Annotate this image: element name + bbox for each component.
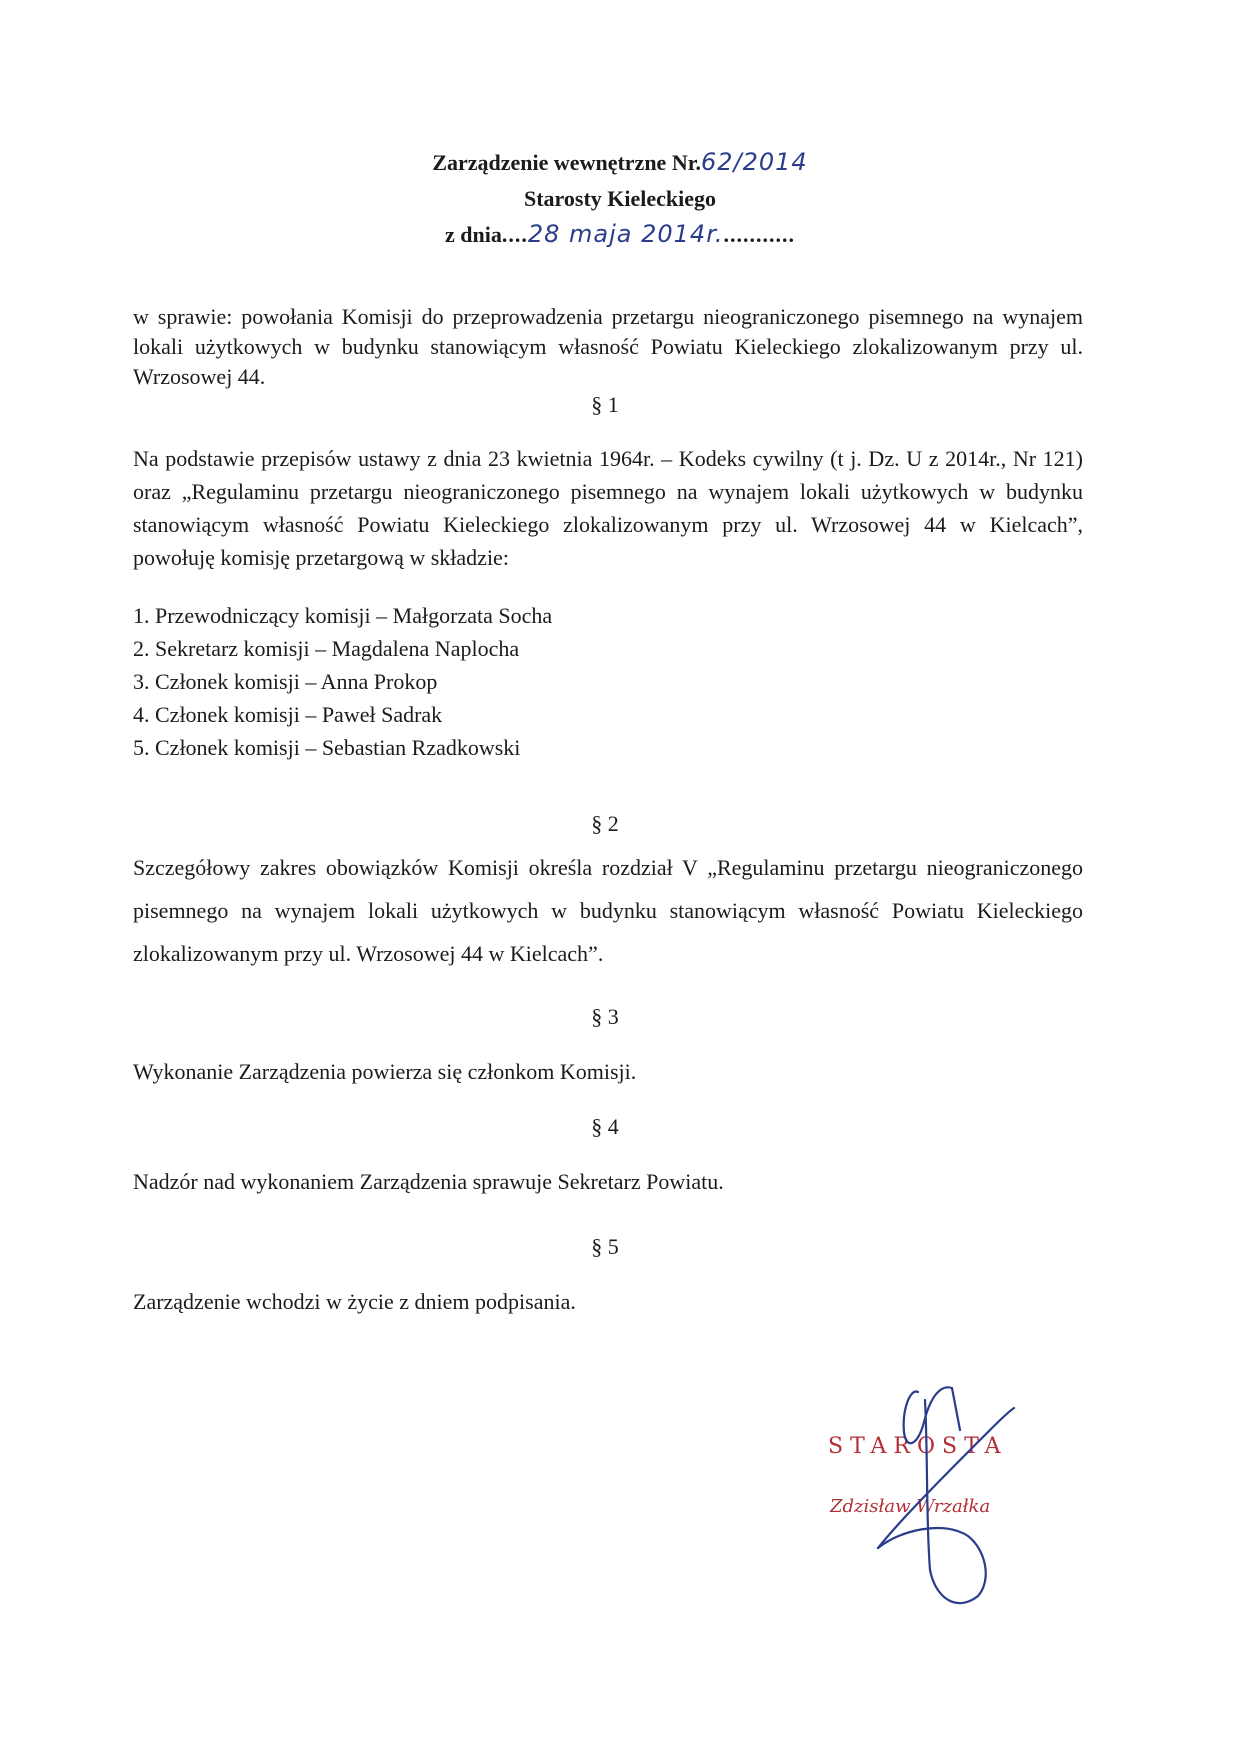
stamp-name: Zdzisław Wrzałka: [830, 1496, 991, 1517]
member-text: Członek komisji – Anna Prokop: [155, 669, 438, 694]
section-2-text: Szczegółowy zakres obowiązków Komisji określa rozdział V „Regulaminu przetargu nieograniczonego pisemnego na wynajem lokali użytkowych w budynku stanowiącym własność Powiatu Kieleckiego zlokalizowanym przy ul. Wrzosowej 44 w Kielcach”.: [133, 855, 1083, 966]
section-3-text: Wykonanie Zarządzenia powierza się członkom Komisji.: [133, 1059, 637, 1084]
date-dots-left: ....: [501, 222, 528, 247]
section-5-text: Zarządzenie wchodzi w życie z dniem podpisania.: [133, 1289, 576, 1314]
section-2-mark: § 2: [591, 811, 619, 836]
member-text: Sekretarz komisji – Magdalena Naplocha: [155, 636, 520, 661]
section-3-mark: § 3: [591, 1004, 619, 1029]
member-text: Członek komisji – Sebastian Rzadkowski: [155, 735, 521, 760]
member-number: 1.: [133, 603, 150, 628]
stamp-title: STAROSTA: [828, 1434, 1008, 1459]
section-1-text: Na podstawie przepisów ustawy z dnia 23 kwietnia 1964r. – Kodeks cywilny (t j. Dz. U z 2014r., Nr 121) oraz „Regulaminu przetargu nieograniczonego pisemnego na wynajem lokali użytkowych w budynku stanowiącym własność Powiatu Kieleckiego zlokalizowanym przy ul. Wrzosowej 44 w Kielcach”, powołuję komisję przetargową w składzie:: [133, 446, 1083, 570]
section-4-mark: § 4: [591, 1114, 619, 1139]
section-4-text: Nadzór nad wykonaniem Zarządzenia sprawuje Sekretarz Powiatu.: [133, 1169, 724, 1194]
issuer-line: Starosty Kieleckiego: [523, 186, 717, 211]
section-1-mark: § 1: [591, 392, 619, 417]
subject-paragraph: w sprawie: powołania Komisji do przeprowadzenia przetargu nieograniczonego pisemnego na wynajem lokali użytkowych w budynku stanowiącym własność Powiatu Kieleckiego zlokalizowanym przy ul. Wrzosowej 44.: [133, 304, 1083, 389]
order-title: Zarządzenie wewnętrzne Nr.: [432, 150, 701, 175]
member-text: Przewodniczący komisji – Małgorzata Socha: [155, 603, 553, 628]
member-number: 2.: [133, 636, 150, 661]
handwritten-order-number: 62/2014: [700, 148, 808, 176]
member-number: 4.: [133, 702, 150, 727]
member-number: 3.: [133, 669, 150, 694]
member-number: 5.: [133, 735, 150, 760]
date-dots-right: ...........: [723, 222, 795, 247]
handwritten-date: 28 maja 2014r.: [527, 220, 724, 248]
date-label: z dnia: [445, 222, 502, 247]
section-5-mark: § 5: [591, 1234, 619, 1259]
member-text: Członek komisji – Paweł Sadrak: [155, 702, 443, 727]
